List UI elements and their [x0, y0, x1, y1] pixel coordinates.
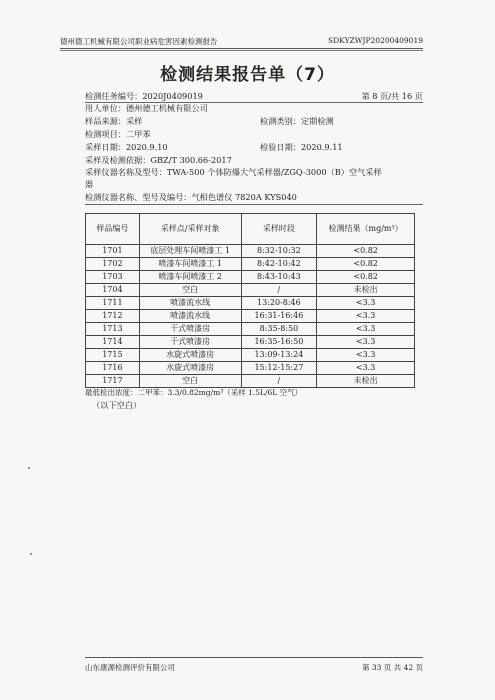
table-row	[86, 323, 415, 336]
cell-result: <0.82	[317, 271, 415, 284]
scan-mark	[30, 553, 32, 555]
table-row	[86, 349, 415, 362]
cell-sampling-period: /	[241, 284, 317, 297]
sample-source: 样品来源：采样	[85, 116, 143, 126]
meta-divider-bottom	[85, 204, 423, 205]
results-table	[85, 213, 415, 388]
cell-sampling-point: 空白	[139, 284, 241, 297]
col-header-sample-no: 样品编号	[86, 214, 140, 245]
col-header-result: 检测结果（mg/m³）	[317, 214, 415, 245]
sampler-instrument-cont: 器	[85, 179, 94, 189]
cell-sampling-period: 16:31-16:46	[241, 310, 317, 323]
cell-sampling-point: 喷漆流水线	[139, 310, 241, 323]
cell-result: <3.3	[317, 323, 415, 336]
table-row	[86, 336, 415, 349]
cell-sampling-point: 喷漆流水线	[139, 297, 241, 310]
test-item: 检测项目：二甲苯	[85, 129, 151, 139]
table-row	[86, 245, 415, 258]
cell-sample-no: 1703	[86, 271, 140, 284]
header-report-code: SDKYZWJP20200409019	[328, 36, 423, 45]
sampler-instrument: 采样仪器名称及型号：TWA-500 个体防爆大气采样器/ZGQ-3000（B）空气采样	[85, 167, 382, 177]
table-row	[86, 271, 415, 284]
footer-company: 山东康源检测评价有限公司	[85, 663, 175, 672]
header-divider	[60, 48, 423, 49]
cell-sampling-point: 水旋式喷漆房	[139, 349, 241, 362]
table-row	[86, 310, 415, 323]
table-header-row	[86, 214, 415, 245]
cell-sampling-period: 8:43-10:43	[241, 271, 317, 284]
page-info: 第 8 页/共 16 页	[361, 91, 423, 101]
cell-result: <3.3	[317, 362, 415, 375]
cell-sampling-period: 16:35-16:50	[241, 336, 317, 349]
employer: 用人单位：德州德工机械有限公司	[85, 103, 208, 113]
cell-result: <3.3	[317, 336, 415, 349]
cell-sample-no: 1715	[86, 349, 140, 362]
cell-sample-no: 1713	[86, 323, 140, 336]
cell-sampling-point: 底层处理车间喷漆工 1	[139, 245, 241, 258]
task-number: 检测任务编号：2020J0409019	[85, 91, 203, 101]
page-title: 检测结果报告单（7）	[160, 65, 335, 85]
blank-below-note: （以下空白）	[92, 400, 142, 410]
cell-sampling-period: /	[241, 375, 317, 388]
header-company: 德州德工机械有限公司职业病危害因素检测报告	[60, 37, 218, 46]
header-divider-thin	[60, 50, 423, 51]
table-row	[86, 375, 415, 388]
cell-sampling-point: 喷漆车间喷漆工 1	[139, 258, 241, 271]
col-header-sampling-point: 采样点/采样对象	[139, 214, 241, 245]
cell-sampling-period: 8:35-8:50	[241, 323, 317, 336]
test-basis: 采样及检测依据：GBZ/T 300.66-2017	[85, 155, 232, 165]
cell-sampling-period: 13:20-8:46	[241, 297, 317, 310]
col-header-sampling-period: 采样时段	[241, 214, 317, 245]
cell-sampling-period: 13:09-13:24	[241, 349, 317, 362]
cell-sampling-point: 干式喷漆房	[139, 323, 241, 336]
cell-sampling-period: 8:32-10:32	[241, 245, 317, 258]
cell-sampling-period: 15:12-15:27	[241, 362, 317, 375]
cell-result: <0.82	[317, 258, 415, 271]
test-date: 检验日期：2020.9.11	[260, 142, 343, 152]
sampling-date: 采样日期：2020.9.10	[85, 142, 168, 152]
cell-sample-no: 1704	[86, 284, 140, 297]
table-row	[86, 258, 415, 271]
scan-mark	[28, 467, 30, 469]
cell-result: <3.3	[317, 349, 415, 362]
cell-sample-no: 1712	[86, 310, 140, 323]
cell-sampling-period: 8:42-10:42	[241, 258, 317, 271]
table-row	[86, 362, 415, 375]
cell-result: <3.3	[317, 310, 415, 323]
cell-result: 未检出	[317, 375, 415, 388]
cell-sampling-point: 水旋式喷漆房	[139, 362, 241, 375]
table-row	[86, 284, 415, 297]
footer-page: 第 33 页 共 42 页	[361, 663, 423, 672]
table-row	[86, 297, 415, 310]
cell-result: 未检出	[317, 284, 415, 297]
cell-sample-no: 1701	[86, 245, 140, 258]
cell-sample-no: 1716	[86, 362, 140, 375]
cell-sampling-point: 空白	[139, 375, 241, 388]
cell-sample-no: 1714	[86, 336, 140, 349]
cell-sample-no: 1702	[86, 258, 140, 271]
cell-sampling-point: 喷漆车间喷漆工 2	[139, 271, 241, 284]
cell-sampling-point: 干式喷漆房	[139, 336, 241, 349]
footer-divider	[85, 657, 423, 658]
test-instrument: 检测仪器名称、型号及编号：气相色谱仪 7820A KYS040	[85, 192, 297, 202]
cell-result: <3.3	[317, 297, 415, 310]
cell-sample-no: 1717	[86, 375, 140, 388]
detection-limit-note: 最低检出浓度：二甲苯：3.3/0.82mg/m³（采样 1.5L/6L 空气）	[85, 388, 303, 397]
test-category: 检测类别：定期检测	[260, 116, 334, 126]
cell-result: <0.82	[317, 245, 415, 258]
cell-sample-no: 1711	[86, 297, 140, 310]
